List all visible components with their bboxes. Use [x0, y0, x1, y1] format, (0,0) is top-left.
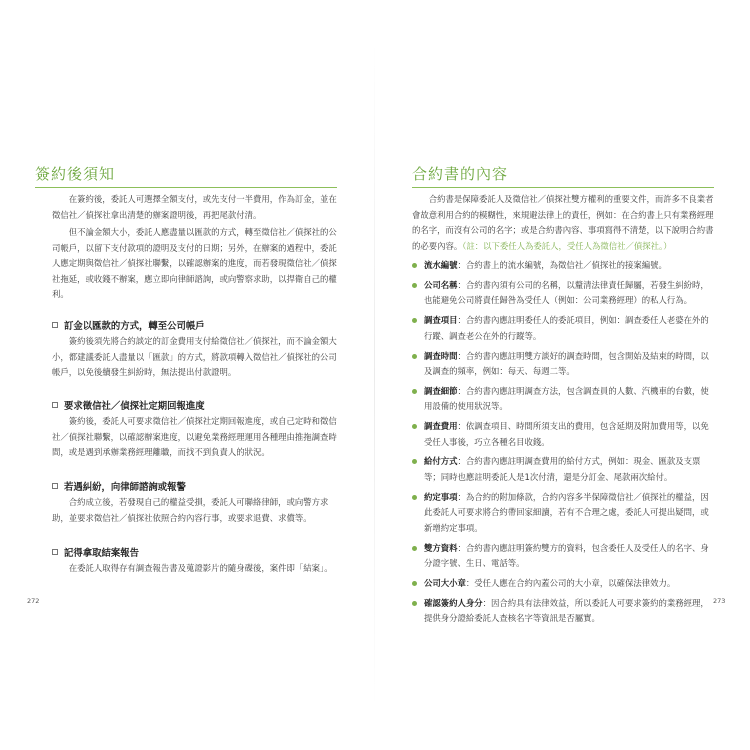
right-intro-text: 合約書是保障委託人及徵信社／偵探社雙方權利的重要文件，而許多不良業者會故意利用合約的模糊性，來規避法律上的責任，例如：在合約書上只有業務經理的名字，而沒有公司的名字；或是合約書內容、事項寫得不清楚，以下說明合約書的必要內容。 [412, 194, 714, 251]
item-term: 調查細節 [424, 385, 458, 396]
green-dot-icon [412, 283, 417, 288]
left-section-body-2: 簽約後，委託人可要求徵信社／偵探社定期回報進度，或自己定時和徵信社／偵探社聯繫，以確認辦案進度，以避免業務經理運用各種理由推拖調查時間，或是遇到承辦業務經理離職，而找不到負責人的狀況。 [52, 416, 337, 457]
item-term: 調查費用 [424, 421, 458, 432]
item-term: 給付方式 [424, 456, 458, 467]
left-section-heading-1-text: 訂金以匯款的方式，轉至公司帳戶 [64, 321, 205, 332]
green-dot-icon [412, 263, 417, 268]
left-intro-paragraph-1: 在簽約後，委託人可選擇全額支付，或先支付一半費用，作為訂金，並在徵信社／偵探社拿出清楚的辦案證明後，再把尾款付清。 [52, 194, 337, 220]
list-item [412, 596, 714, 627]
item-term: 約定事項 [424, 491, 458, 502]
list-item [412, 576, 714, 591]
left-section-heading-3-text: 若遇糾紛，向律師諮詢或報警 [64, 482, 186, 493]
green-dot-icon [412, 546, 417, 551]
green-dot-icon [412, 495, 417, 500]
contract-items-list [412, 258, 714, 631]
item-text: ：依調查項目、時間所須支出的費用，包含延期及附加費用等，以免受任人事後，巧立各種名目收錢。 [424, 421, 709, 447]
left-title-rule [35, 187, 337, 188]
green-dot-icon [412, 354, 417, 359]
left-section-heading-4 [52, 545, 139, 559]
item-text: ：因合約具有法律效益，所以委託人可要求簽約的業務經理，提供身分證給委託人查核名字等資訊是否屬實。 [424, 597, 709, 624]
item-text: ：合約書內應註明調查費用的給付方式，例如：現金、匯款及支票等；同時也應註明委託人是1次付清，還是分訂金、尾款兩次給付。 [424, 456, 701, 482]
item-text: ：合約書內須有公司的名稱，以釐清法律責任歸屬，若發生糾紛時，也能避免公司將責任歸咎為受任人（例如：公司業務經理）的私人行為。 [424, 279, 709, 306]
item-term: 調查時間 [424, 350, 458, 361]
list-item [412, 278, 714, 309]
item-text: ：為合約的附加條款，合約內容多半保障徵信社／偵探社的權益，因此委託人可要求將合約帶回家細讀，若有不合理之處，委託人可提出疑問，或新增約定事項。 [424, 491, 709, 533]
green-dot-icon [412, 318, 417, 323]
page-number-right: 273 [713, 597, 726, 605]
left-section-body-4: 在委託人取得存有調查報告書及蒐證影片的隨身碟後，案件即「結案」。 [68, 563, 333, 573]
item-text: ：合約書內應註明簽約雙方的資料，包含委任人及受任人的名字、身分證字號、生日、電話等。 [424, 542, 709, 568]
left-section-heading-4-text: 記得拿取結案報告 [64, 548, 140, 559]
green-dot-icon [412, 601, 417, 606]
right-page-title: 合約書的內容 [412, 165, 509, 183]
list-item [412, 490, 714, 536]
right-intro-paragraph [412, 192, 714, 254]
item-term: 公司名稱 [424, 279, 458, 290]
item-text: ：合約書內應註明雙方談好的調查時間，包含開始及結束的時間，以及調查的頻率，例如：每天、每週二等。 [424, 350, 709, 376]
square-bullet-icon [52, 402, 58, 408]
list-item [412, 541, 714, 572]
right-title-rule [412, 187, 714, 188]
green-dot-icon [412, 459, 417, 464]
left-section-heading-2 [52, 398, 205, 412]
item-text: ：合約書上的流水編號，為徵信社／偵探社的接案編號。 [457, 260, 667, 270]
left-section-heading-1 [52, 318, 205, 332]
green-dot-icon [412, 581, 417, 586]
right-intro-note: （註：以下委任人為委託人，受任人為徵信社／偵探社。） [462, 240, 672, 251]
green-dot-icon [412, 424, 417, 429]
item-text: ：受任人應在合約內蓋公司的大小章，以確保法律效力。 [465, 577, 676, 588]
left-section-body-3: 合約成立後，若發現自己的權益受損，委託人可聯絡律師，或向警方求助，並要求徵信社／偵探社依照合約內容行事，或要求退費、求償等。 [52, 497, 329, 523]
page-number-left: 272 [27, 597, 40, 605]
green-dot-icon [412, 389, 417, 394]
item-term: 公司大小章 [424, 577, 466, 588]
left-intro-paragraph-2: 但不論金額大小，委託人應盡量以匯款的方式，轉至徵信社／偵探社的公司帳戶，以留下支付款項的證明及支付的日期；另外，在辦案的過程中，委託人應定期與徵信社／偵探社聯繫，以確認辦案的進度，而若發現徵信社／偵探社拖延，或收錢不辦案，應立即向律師諮詢，或向警察求助，以捍衛自己的權利。 [52, 227, 337, 299]
left-section-heading-3 [52, 479, 186, 493]
list-item [412, 454, 714, 485]
item-term: 雙方資料 [424, 542, 458, 553]
item-text: ：合約書內應註明委任人的委託項目，例如：調查委任人老婆在外的行蹤、調查老公在外的行蹤等。 [424, 315, 709, 341]
square-bullet-icon [52, 549, 58, 555]
left-page-title: 簽約後須知 [35, 165, 116, 183]
item-text: ：合約書內應註明調查方法，包含調查員的人數、汽機車的台數，使用設備的使用狀況等。 [424, 385, 709, 412]
left-section-heading-2-text: 要求徵信社／偵探社定期回報進度 [64, 401, 205, 412]
item-term: 調查項目 [424, 315, 458, 326]
list-item [412, 313, 714, 344]
list-item [412, 384, 714, 415]
item-term: 流水編號 [424, 260, 458, 270]
square-bullet-icon [52, 483, 58, 489]
left-section-body-1: 簽約後須先將合約談定的訂金費用支付給徵信社／偵探社，而不論金額大小，都建議委託人盡量以「匯款」的方式，將款項轉入徵信社／偵探社的公司帳戶，以免後續發生糾紛時，無法提出付款證明。 [52, 336, 337, 377]
list-item [412, 258, 714, 273]
item-term: 確認簽約人身分 [424, 597, 483, 608]
right-page [375, 0, 750, 750]
list-item [412, 349, 714, 380]
square-bullet-icon [52, 322, 58, 328]
list-item [412, 419, 714, 450]
